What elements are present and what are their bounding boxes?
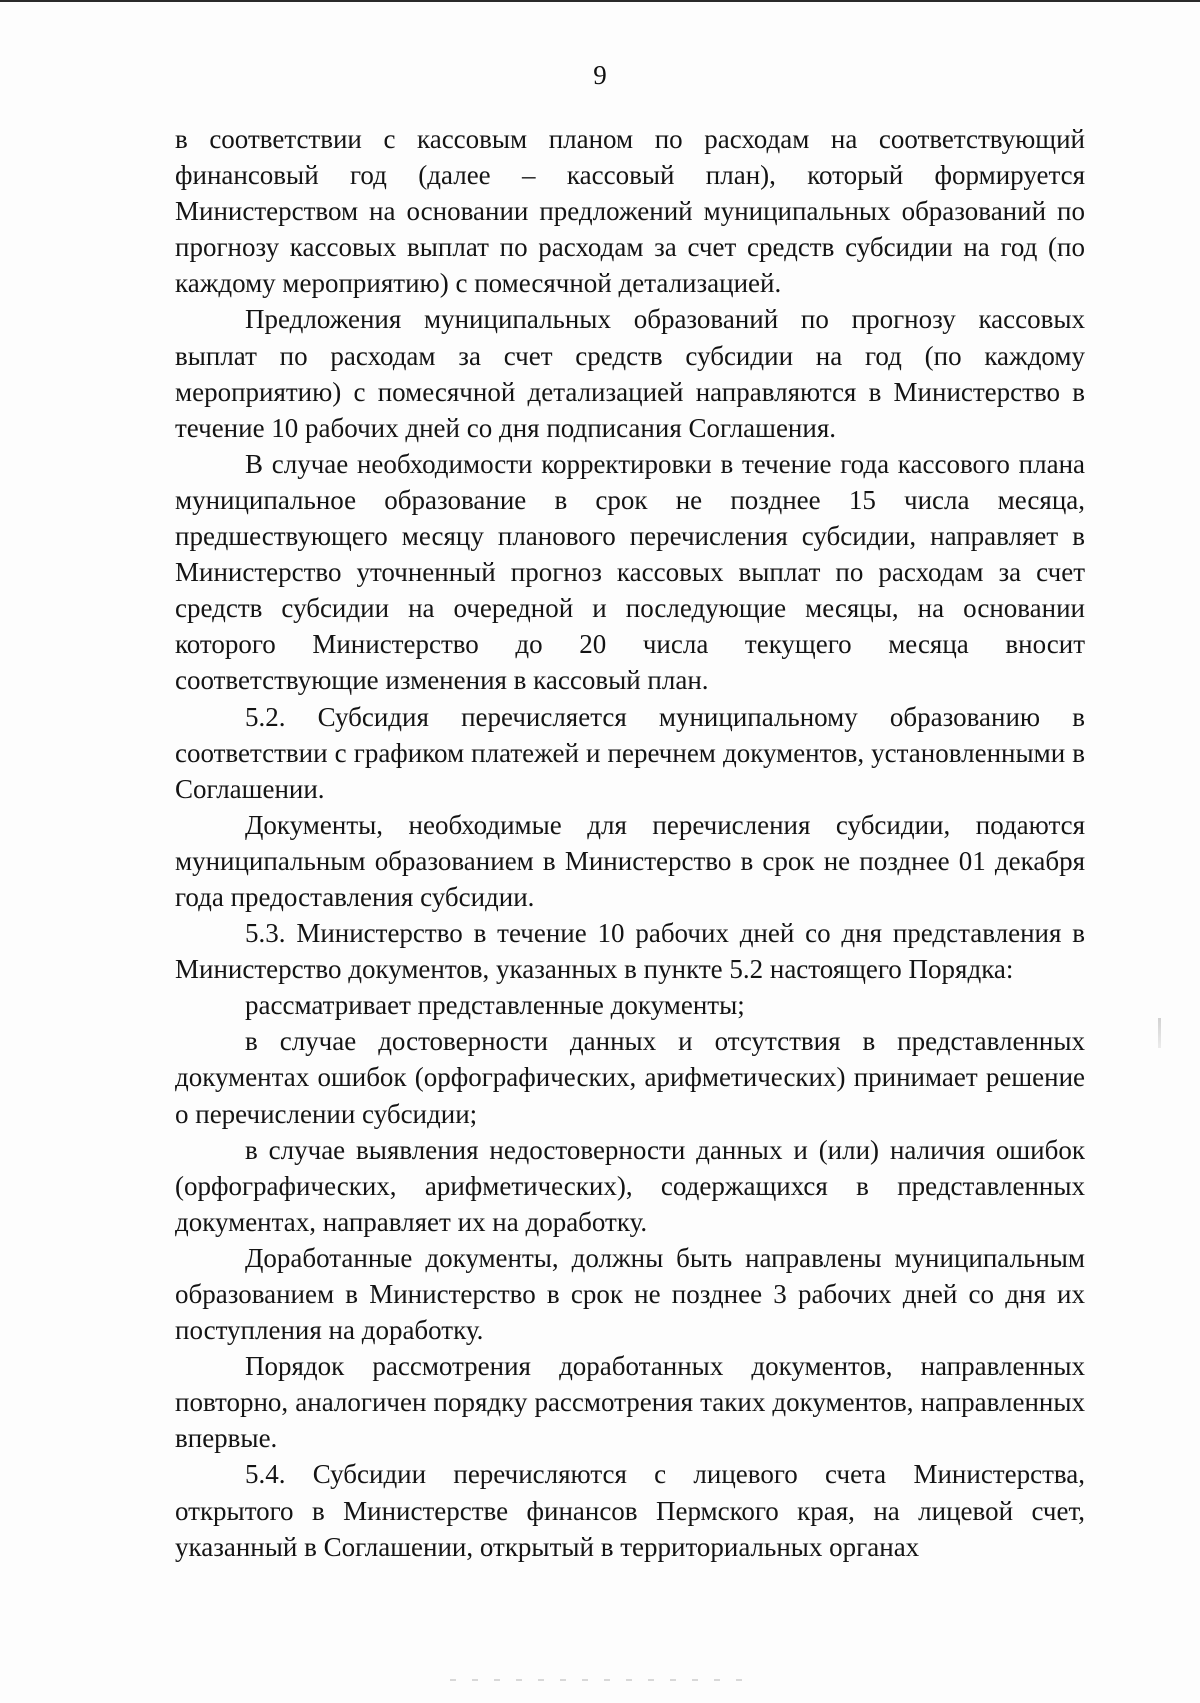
paragraph-5-2: 5.2. Субсидия перечисляется муниципальному образованию в соответствии с графиком платежей и перечнем документов, установленными в Соглашении. xyxy=(175,701,1085,804)
scan-artifact xyxy=(1158,1018,1161,1048)
paragraph-continuation: в соответствии с кассовым планом по расходам на соответствующий финансовый год (далее – кассовый план), который формируется Министерством на основании предложений муниципальных образований по прогнозу кассовых выплат по расходам за счет средств субсидии на год (по каждому мероприятию) с помесячной детализацией. xyxy=(175,124,1085,299)
paragraph-repeat-review: Порядок рассмотрения доработанных документов, направленных повторно, аналогичен порядку рассмотрения таких документов, направленных впервые. xyxy=(175,1351,1085,1454)
scan-artifact-bottom xyxy=(450,1679,750,1681)
paragraph-correction: В случае необходимости корректировки в течение года кассового плана муниципальное образование в срок не позднее 15 числа месяца, предшествующего месяцу планового перечисления субсидии, направляет в Министерство уточненный прогноз кассовых выплат по расходам за счет средств субсидии на очередной и последующие месяцы, на основании которого Министерство до 20 числа текущего месяца вносит соответствующие изменения в кассовый план. xyxy=(175,448,1085,696)
paragraph-review: рассматривает представленные документы; xyxy=(245,990,745,1021)
paragraph-proposals: Предложения муниципальных образований по прогнозу кассовых выплат по расходам за счет средств субсидии на год (по каждому мероприятию) с помесячной детализацией направляются в Министерство в течение 10 рабочих дней со дня подписания Соглашения. xyxy=(175,304,1085,443)
paragraph-5-4: 5.4. Субсидии перечисляются с лицевого счета Министерства, открытого в Министерстве финансов Пермского края, на лицевой счет, указанный в Соглашении, открытый в территориальных органах xyxy=(175,1459,1085,1562)
paragraph-rework: в случае выявления недостоверности данных и (или) наличия ошибок (орфографических, арифметических), содержащихся в представленных документах, направляет их на доработку. xyxy=(175,1134,1085,1237)
document-body xyxy=(175,121,1085,1565)
paragraph-decision: в случае достоверности данных и отсутствия в представленных документах ошибок (орфографических, арифметических) принимает решение о перечислении субсидии; xyxy=(175,1026,1085,1129)
paragraph-rework-deadline: Доработанные документы, должны быть направлены муниципальным образованием в Министерство в срок не позднее 3 рабочих дней со дня их поступления на доработку. xyxy=(175,1242,1085,1346)
paragraph-5-3: 5.3. Министерство в течение 10 рабочих дней со дня представления в Министерство документов, указанных в пункте 5.2 настоящего Порядка: xyxy=(175,918,1085,985)
paragraph-documents-deadline: Документы, необходимые для перечисления субсидии, подаются муниципальным образованием в Министерство в срок не позднее 01 декабря года предоставления субсидии. xyxy=(175,809,1085,912)
page-number: 9 xyxy=(593,60,607,90)
scan-top-edge xyxy=(0,0,1200,2)
